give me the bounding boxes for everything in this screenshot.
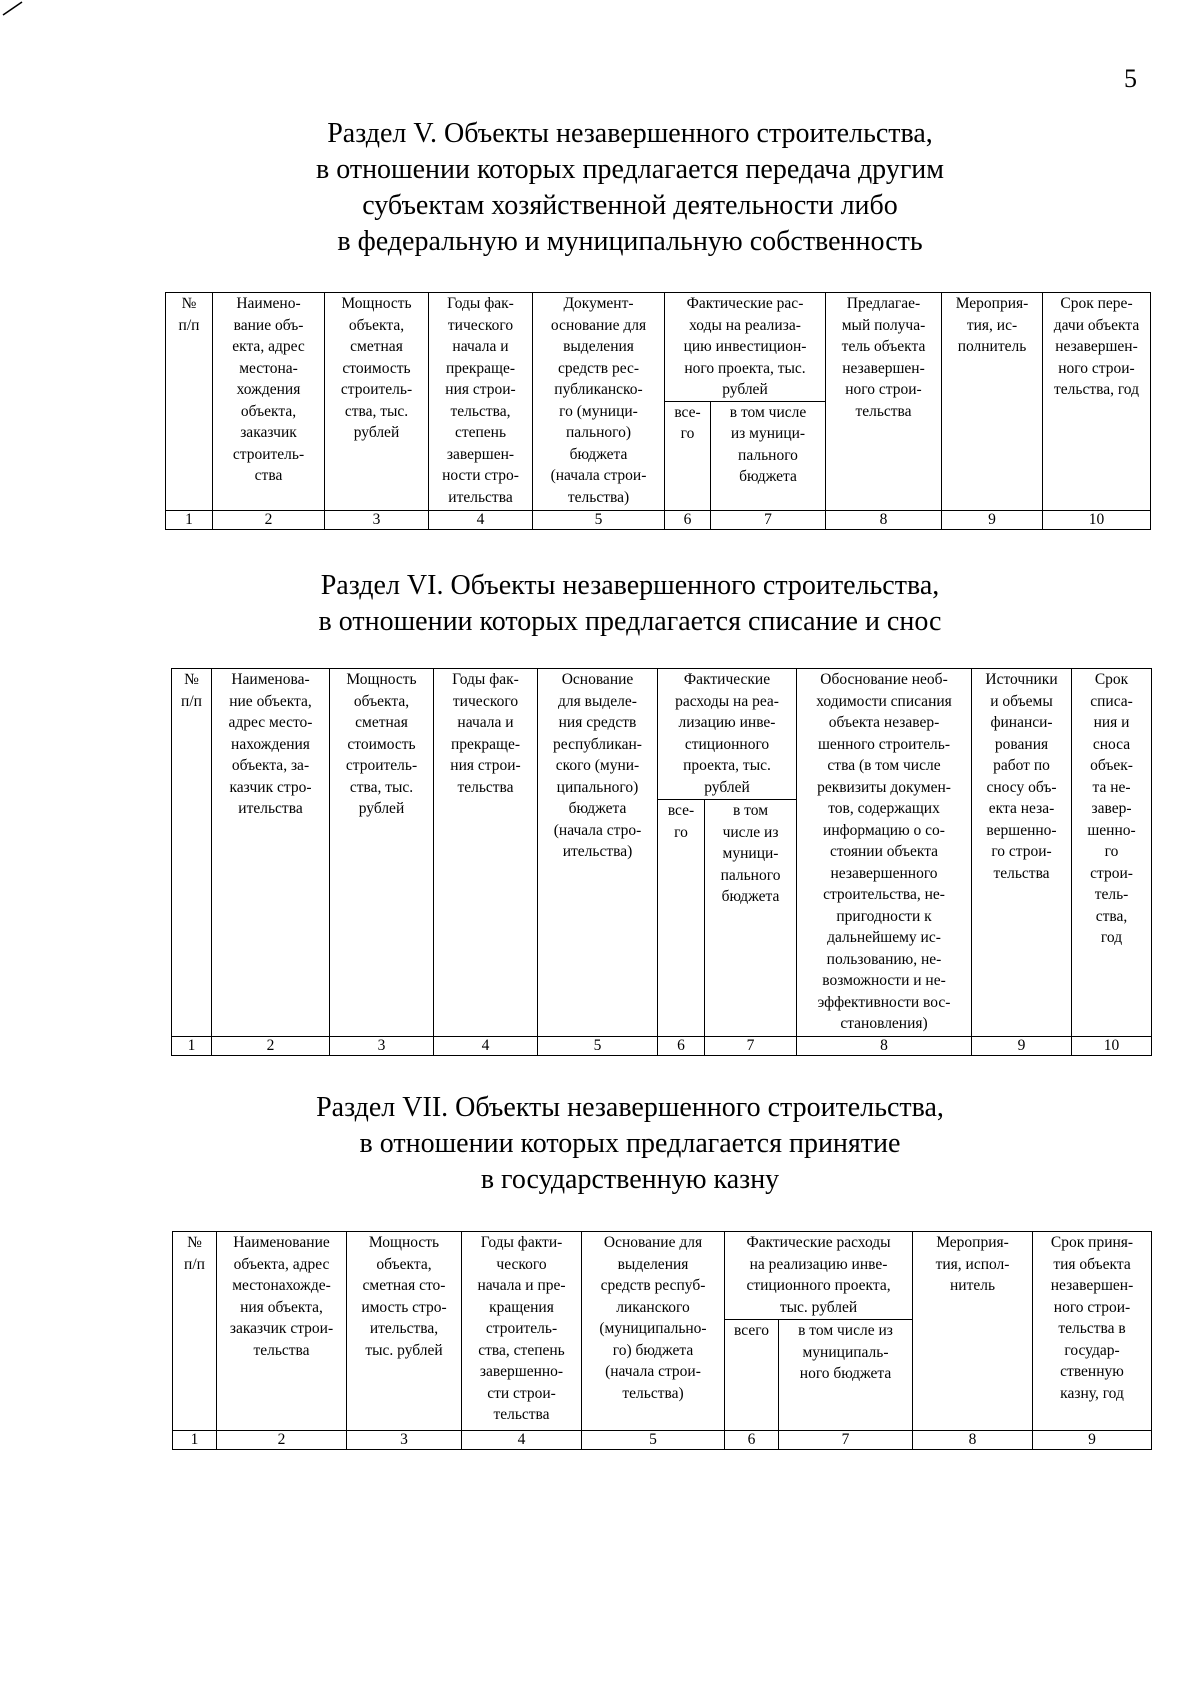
header-cell-years: Годы фак- тического начала и прекраще- ния строи- тельства (434, 669, 538, 1037)
header-cell-transfer-term: Срок пере- дачи объекта незавершен- ного строи- тельства, год (1043, 293, 1151, 511)
header-cell-actual-costs: Фактические рас- ходы на реализа- цию инвестицион- ного проекта, тыс. рублей (665, 293, 826, 402)
column-number: 7 (779, 1431, 913, 1450)
header-cell-acceptance-term: Срок приня- тия объекта незавершен- ного строи- тельства в государ- ственную казну, год (1033, 1232, 1152, 1431)
section-5-title-line: субъектам хозяйственной деятельности либо (362, 190, 898, 221)
column-number-row (172, 1037, 1152, 1056)
column-number: 5 (538, 1037, 658, 1056)
header-cell-actual-costs: Фактические расходы на реа- лизацию инве- стиционного проекта, тыс. рублей (658, 669, 797, 800)
header-cell-municipal: в том числе из муници- пального бюджета (711, 401, 826, 510)
column-number: 5 (533, 510, 665, 529)
column-number: 8 (797, 1037, 972, 1056)
column-number: 2 (217, 1431, 347, 1450)
header-cell-basis: Документ- основание для выделения средств рес- публиканско- го (муници- пального) бюджета (начала строи- тельства) (533, 293, 665, 511)
header-cell-number: № п/п (172, 669, 212, 1037)
column-number: 8 (913, 1431, 1033, 1450)
section-7-table (172, 1231, 1152, 1450)
section-6-title (170, 568, 1090, 640)
header-cell-recipient: Предлагае- мый получа- тель объекта незавершен- ного строи- тельства (826, 293, 942, 511)
column-number: 3 (347, 1431, 462, 1450)
section-5-title (170, 116, 1090, 260)
header-cell-number: № п/п (166, 293, 213, 511)
section-5-title-line: в федеральную и муниципальную собственность (337, 226, 923, 257)
section-7-title-line: Раздел VII. Объекты незавершенного строительства, (316, 1092, 944, 1123)
header-cell-capacity: Мощность объекта, сметная стоимость строитель- ства, тыс. рублей (330, 669, 434, 1037)
column-number-row (173, 1431, 1152, 1450)
header-cell-basis: Основание для выделения средств респуб- ликанского (муниципально- го) бюджета (начала строи- тельства) (582, 1232, 725, 1431)
header-cell-justification: Обоснование необ- ходимости списания объекта незавер- шенного строитель- ства (в том числе реквизиты докумен- тов, содержащих информацию о со- стоянии объекта незавершенного строительства, не- пригодности к дальнейшему ис- пользованию, не- возможности и не- эффективности вос- становления) (797, 669, 972, 1037)
header-cell-municipal: в том числе из муниципаль- ного бюджета (779, 1320, 913, 1431)
column-number: 3 (330, 1037, 434, 1056)
column-number: 9 (972, 1037, 1072, 1056)
section-6-title-line: Раздел VI. Объекты незавершенного строительства, (320, 570, 940, 601)
section-5-title-line: Раздел V. Объекты незавершенного строительства, (327, 118, 933, 149)
section-6-table (171, 668, 1152, 1056)
column-number: 7 (711, 510, 826, 529)
header-cell-basis: Основание для выделе- ния средств республикан- ского (муни- ципального) бюджета (начала стро- ительства) (538, 669, 658, 1037)
column-number: 2 (212, 1037, 330, 1056)
column-number: 10 (1043, 510, 1151, 529)
header-cell-years: Годы фак- тического начала и прекраще- ния строи- тельства, степень завершен- ности стро- ительства (429, 293, 533, 511)
header-cell-measures: Мероприя- тия, испол- нитель (913, 1232, 1033, 1431)
column-number: 1 (166, 510, 213, 529)
header-cell-object-name: Наименование объекта, адрес местонахожде- ния объекта, заказчик строи- тельства (217, 1232, 347, 1431)
header-cell-object-name: Наимено- вание объ- екта, адрес местона- хождения объекта, заказчик строитель- ства (213, 293, 325, 511)
column-number: 9 (942, 510, 1043, 529)
column-number: 4 (462, 1431, 582, 1450)
header-row (166, 293, 1151, 402)
column-number: 1 (173, 1431, 217, 1450)
column-number: 2 (213, 510, 325, 529)
section-7-title-line: в отношении которых предлагается принятие (359, 1128, 901, 1159)
section-7-title (170, 1090, 1090, 1198)
section-6-title-line: в отношении которых предлагается списание и снос (318, 606, 942, 637)
column-number: 5 (582, 1431, 725, 1450)
header-cell-measures: Мероприя- тия, ис- полнитель (942, 293, 1043, 511)
header-cell-funding-sources: Источники и объемы финанси- рования работ по сносу объ- екта неза- вершенно- го строи- тельства (972, 669, 1072, 1037)
header-row (172, 669, 1152, 800)
header-cell-capacity: Мощность объекта, сметная стоимость строитель- ства, тыс. рублей (325, 293, 429, 511)
header-cell-total: всего (725, 1320, 779, 1431)
header-cell-actual-costs: Фактические расходы на реализацию инве- стиционного проекта, тыс. рублей (725, 1232, 913, 1320)
column-number: 6 (665, 510, 711, 529)
column-number: 4 (429, 510, 533, 529)
column-number: 7 (705, 1037, 797, 1056)
column-number: 10 (1072, 1037, 1152, 1056)
header-cell-demolition-term: Срок списа- ния и сноса объек- та не- завер- шенно- го строи- тель- ства, год (1072, 669, 1152, 1037)
column-number: 1 (172, 1037, 212, 1056)
header-cell-total: все- го (665, 401, 711, 510)
header-cell-object-name: Наименова- ние объекта, адрес место- нахождения объекта, за- казчик стро- ительства (212, 669, 330, 1037)
column-number: 8 (826, 510, 942, 529)
header-row (173, 1232, 1152, 1320)
page-number: 5 (1124, 64, 1137, 93)
section-5-table (165, 292, 1151, 530)
section-7-title-line: в государственную казну (480, 1164, 780, 1195)
section-5-title-line: в отношении которых предлагается передача другим (315, 154, 945, 185)
column-number: 6 (658, 1037, 705, 1056)
column-number-row (166, 510, 1151, 529)
header-cell-total: все- го (658, 800, 705, 1037)
header-cell-number: № п/п (173, 1232, 217, 1431)
column-number: 3 (325, 510, 429, 529)
column-number: 6 (725, 1431, 779, 1450)
column-number: 9 (1033, 1431, 1152, 1450)
header-cell-municipal: в том числе из муници- пального бюджета (705, 800, 797, 1037)
corner-scan-mark (0, 0, 30, 20)
header-cell-years: Годы факти- ческого начала и пре- кращения строитель- ства, степень завершенно- сти строи- тельства (462, 1232, 582, 1431)
header-cell-capacity: Мощность объекта, сметная сто- имость стро- ительства, тыс. рублей (347, 1232, 462, 1431)
column-number: 4 (434, 1037, 538, 1056)
